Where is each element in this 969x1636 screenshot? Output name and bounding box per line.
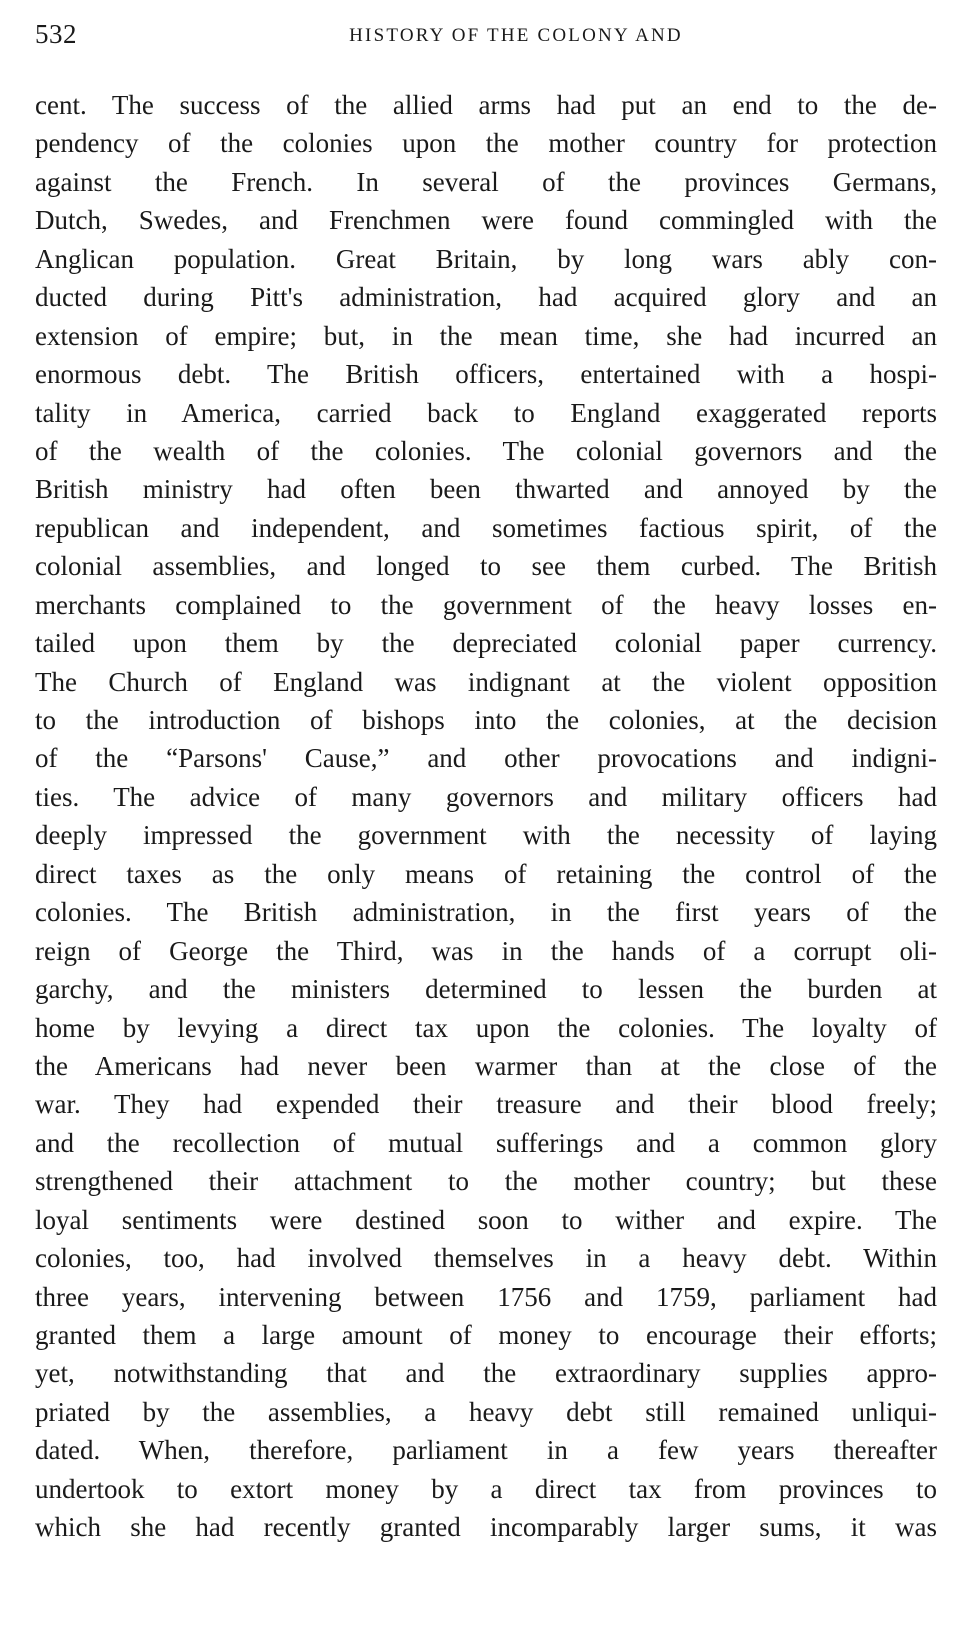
text-line: to the introduction of bishops into the colonies, at the decision — [35, 705, 937, 735]
running-head: HISTORY OF THE COLONY AND — [349, 25, 683, 46]
text-line: home by levying a direct tax upon the colonies. The loyalty of — [35, 1012, 937, 1043]
text-line: garchy, and the ministers determined to lessen the burden at — [35, 974, 937, 1005]
body-text — [35, 86, 937, 1547]
text-line: ties. The advice of many governors and military officers had — [35, 781, 937, 812]
page-number: 532 — [35, 19, 77, 49]
text-line: the Americans had never been warmer than at the close of the — [35, 1050, 937, 1081]
text-line: Anglican population. Great Britain, by long wars ably con- — [35, 243, 937, 274]
text-line: direct taxes as the only means of retaining the control of the — [35, 858, 937, 889]
text-line: yet, notwithstanding that and the extraordinary supplies appro- — [35, 1358, 937, 1389]
text-line: and the recollection of mutual sufferings and a common glory — [35, 1127, 937, 1158]
text-line: deeply impressed the government with the necessity of laying — [35, 820, 937, 851]
text-line: merchants complained to the government of the heavy losses en- — [35, 589, 937, 620]
text-line: colonies. The British administration, in the first years of the — [35, 897, 937, 928]
text-line: strengthened their attachment to the mother country; but these — [35, 1166, 937, 1197]
text-line: priated by the assemblies, a heavy debt still remained unliqui- — [35, 1396, 937, 1427]
text-line: British ministry had often been thwarted and annoyed by the — [35, 474, 937, 505]
text-line: pendency of the colonies upon the mother country for protection — [35, 128, 937, 159]
text-line: tailed upon them by the depreciated colonial paper currency. — [35, 628, 937, 659]
text-line: tality in America, carried back to England exaggerated reports — [35, 397, 937, 428]
text-line: republican and independent, and sometimes factious spirit, of the — [35, 512, 937, 543]
text-line: granted them a large amount of money to encourage their efforts; — [35, 1320, 937, 1350]
text-line: ducted during Pitt's administration, had acquired glory and an — [35, 282, 937, 313]
text-line: which she had recently granted incomparably larger sums, it was — [35, 1512, 937, 1543]
text-line: against the French. In several of the provinces Germans, — [35, 166, 937, 197]
text-line: of the “Parsons' Cause,” and other provocations and indigni- — [35, 743, 937, 774]
text-line: reign of George the Third, was in the hands of a corrupt oli- — [35, 935, 937, 966]
text-line: colonial assemblies, and longed to see them curbed. The British — [35, 551, 937, 582]
text-line: war. They had expended their treasure and their blood freely; — [35, 1089, 937, 1120]
text-line: undertook to extort money by a direct tax from provinces to — [35, 1473, 937, 1504]
text-line: The Church of England was indignant at the violent opposition — [35, 666, 937, 697]
text-line: of the wealth of the colonies. The colonial governors and the — [35, 435, 937, 466]
text-line: cent. The success of the allied arms had put an end to the de- — [35, 90, 937, 120]
text-line: colonies, too, had involved themselves in a heavy debt. Within — [35, 1243, 937, 1274]
text-line: dated. When, therefore, parliament in a few years thereafter — [35, 1435, 937, 1466]
text-line: enormous debt. The British officers, entertained with a hospi- — [35, 359, 937, 390]
page-header — [35, 16, 937, 52]
text-line: Dutch, Swedes, and Frenchmen were found commingled with the — [35, 205, 937, 236]
text-line: three years, intervening between 1756 and 1759, parliament had — [35, 1281, 937, 1312]
text-line: loyal sentiments were destined soon to wither and expire. The — [35, 1204, 937, 1235]
text-line: extension of empire; but, in the mean time, she had incurred an — [35, 320, 937, 351]
